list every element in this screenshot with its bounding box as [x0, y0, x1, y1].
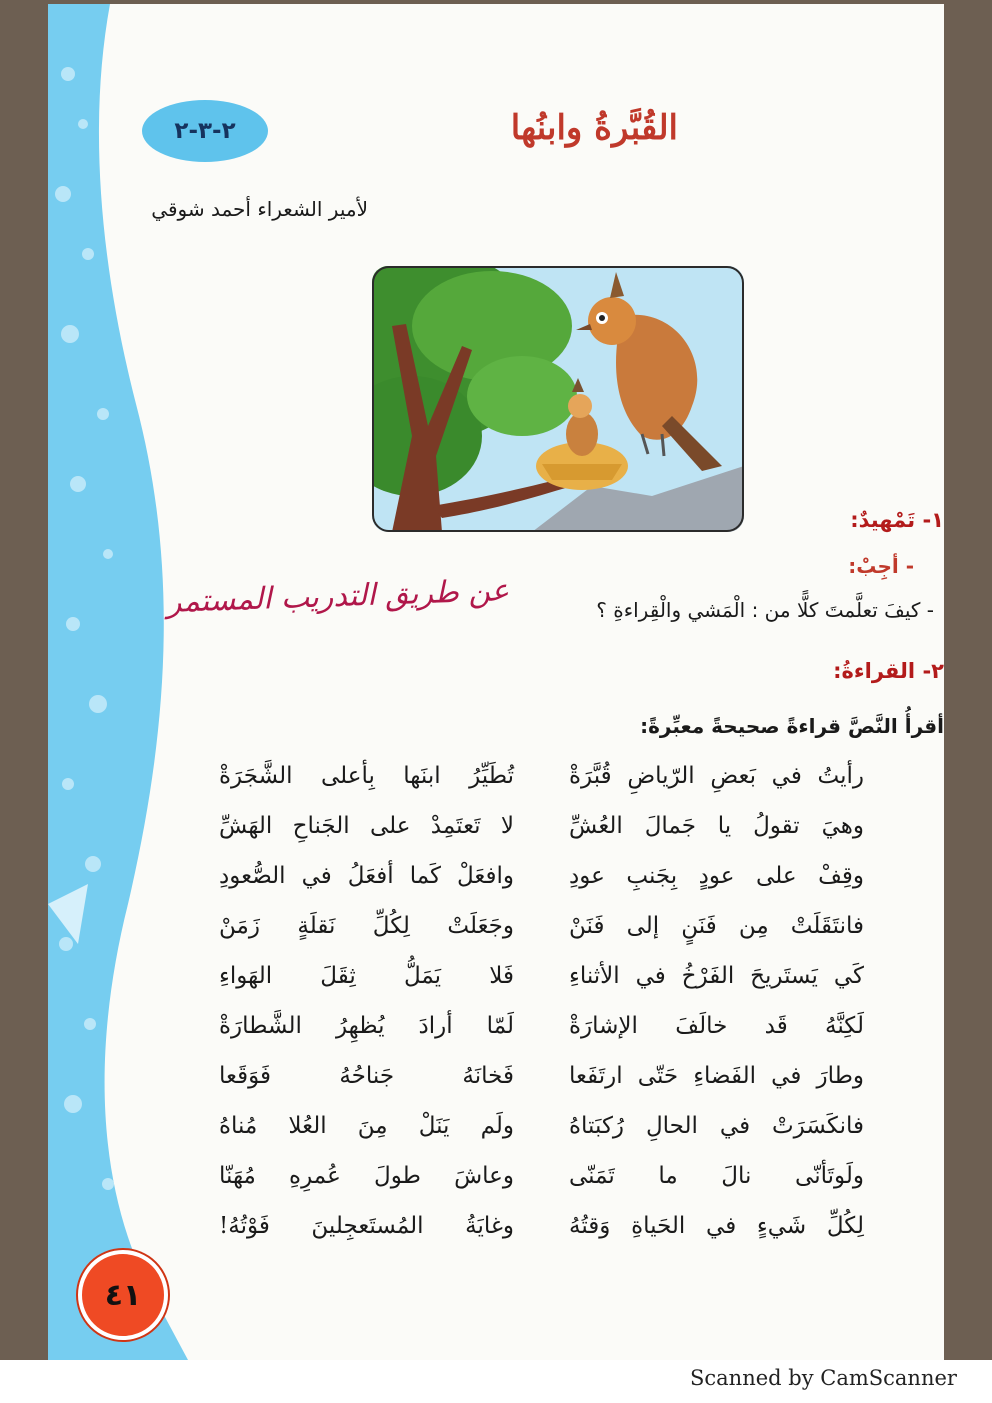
poem — [48, 756, 944, 1256]
verse-second-hemistich: وغايَةُ المُستَعجِلينَ فَوْتُهُ! — [219, 1213, 514, 1239]
author-line: لأمير الشعراء أحمد شوقي — [151, 197, 368, 221]
verse-second-hemistich: وعاشَ طولَ عُمرِهِ مُهَنّا — [219, 1163, 514, 1189]
verse-first-hemistich: رأيتُ في بَعضِ الرّياضِ قُبَّرَةْ — [569, 763, 864, 789]
textbook-page — [48, 4, 944, 1360]
lark-illustration — [372, 266, 744, 532]
reading-instruction: أقرأُ النَّصَّ قراءةً صحيحةً معبِّرةً: — [640, 714, 944, 738]
poem-verse — [48, 1106, 944, 1156]
poem-verse — [48, 856, 944, 906]
poem-verse — [48, 756, 944, 806]
verse-second-hemistich: فَخانَهُ جَناحُهُ فَوَقَعا — [219, 1063, 514, 1089]
verse-second-hemistich: فَلا يَمَلُّ ثِقَلَ الهَواءِ — [219, 963, 514, 989]
verse-second-hemistich: وافعَلْ كَما أفعَلُ في الصُّعودِ — [219, 863, 514, 889]
poem-verse — [48, 956, 944, 1006]
poem-verse — [48, 1156, 944, 1206]
poem-verse — [48, 806, 944, 856]
verse-second-hemistich: ولَم يَنَلْ مِنَ العُلا مُناهُ — [219, 1113, 514, 1139]
page-title: القُبَّرةُ وابنُها — [510, 108, 678, 148]
verse-first-hemistich: وقِفْ على عودٍ بِجَنبِ عودِ — [569, 863, 864, 889]
poem-verse — [48, 1006, 944, 1056]
verse-first-hemistich: وطارَ في الفَضاءِ حَتّى ارتَفَعا — [569, 1063, 864, 1089]
verse-first-hemistich: ولَوتَأنّى نالَ ما تَمَنّى — [569, 1163, 864, 1189]
poem-verse — [48, 1056, 944, 1106]
lesson-number-badge: ٢-٣-٢ — [142, 100, 268, 162]
verse-second-hemistich: تُطَيِّرُ ابنَها بِأعلى الشَّجَرَةْ — [219, 763, 514, 789]
verse-first-hemistich: لَكِنَّهُ قَد خالَفَ الإشارَةْ — [569, 1013, 864, 1039]
verse-first-hemistich: وهيَ تقولُ يا جَمالَ العُشِّ — [569, 813, 864, 839]
question-text: - كيفَ تعلَّمتَ كلًّا من : الْمَشي والْقِراءةِ ؟ — [596, 598, 934, 622]
verse-second-hemistich: لا تَعتَمِدْ على الجَناحِ الهَشِّ — [219, 813, 514, 839]
page-number-badge: ٤١ — [78, 1250, 168, 1340]
verse-first-hemistich: كَي يَستَريحَ الفَرْخُ في الأثناءِ — [569, 963, 864, 989]
section-reading-heading: ٢- القراءةُ: — [833, 659, 944, 683]
scanner-watermark: Scanned by CamScanner — [690, 1366, 957, 1390]
poem-verse — [48, 1206, 944, 1256]
verse-second-hemistich: لَمّا أرادَ يُظهِرُ الشَّطارَةْ — [219, 1013, 514, 1039]
verse-first-hemistich: لِكُلِّ شَيءٍ في الحَياةِ وَقتُهُ — [569, 1213, 864, 1239]
answer-label: - أجِبْ: — [848, 554, 914, 578]
section-preparation-heading: ١- تَمْهيدٌ: — [850, 508, 944, 532]
verse-second-hemistich: وجَعَلَتْ لِكُلِّ نَقلَةٍ زَمَنْ — [219, 913, 514, 939]
verse-first-hemistich: فانكَسَرَتْ في الحالِ رُكبَتاهُ — [569, 1113, 864, 1139]
poem-verse — [48, 906, 944, 956]
handwritten-answer: عن طريق التدريب المستمر — [166, 573, 510, 620]
verse-first-hemistich: فانتَقَلَتْ مِن فَنَنٍ إلى فَنَنْ — [569, 913, 864, 939]
